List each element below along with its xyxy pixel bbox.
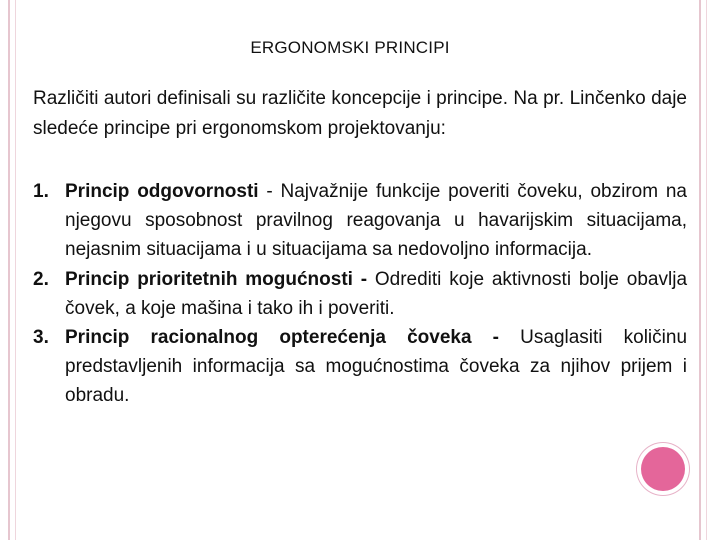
list-item: [33, 265, 687, 323]
item-number: 1.: [33, 181, 49, 202]
principle-name: Princip odgovornosti: [65, 181, 259, 202]
list-item: [33, 177, 687, 265]
separator: [499, 327, 520, 348]
slide-title: ERGONOMSKI PRINCIPI: [250, 38, 450, 57]
item-number: 2.: [33, 268, 49, 290]
principle-name: Princip prioritetnih mogućnosti -: [65, 268, 368, 290]
principle-description: Najvažnije funkcije poveriti čoveku, obzirom na njegovu sposobnost pravilnog reagovanja u havarijskim situacijama, nejasnim situacijama i u situacijama sa nedovoljno informacija.: [65, 181, 687, 261]
left-frame-line: [8, 0, 10, 540]
left-frame-inner-line: [15, 0, 16, 540]
item-number: 3.: [33, 327, 49, 349]
principle-description: Odrediti koje aktivnosti bolje obavlja čovek, a koje mašina i tako ih i poveriti.: [65, 268, 688, 319]
right-frame-inner-line: [706, 0, 707, 540]
separator: -: [258, 181, 281, 202]
decorative-circle: [641, 447, 685, 491]
principle-description: Usaglasiti količinu predstavljenih informacija sa mogućnostima čoveka za njihov prijem i obradu.: [65, 327, 688, 407]
right-frame-line: [699, 0, 701, 540]
separator: [367, 269, 375, 290]
list-item: [33, 323, 687, 411]
principles-list: [33, 177, 687, 411]
principle-name: Princip racionalnog opterećenja čoveka -: [65, 327, 500, 349]
intro-paragraph: Različiti autori definisali su različite koncepcije i principe. Na pr. Linčenko daje sledeće principe pri ergonomskom projektovanju:: [33, 88, 687, 139]
